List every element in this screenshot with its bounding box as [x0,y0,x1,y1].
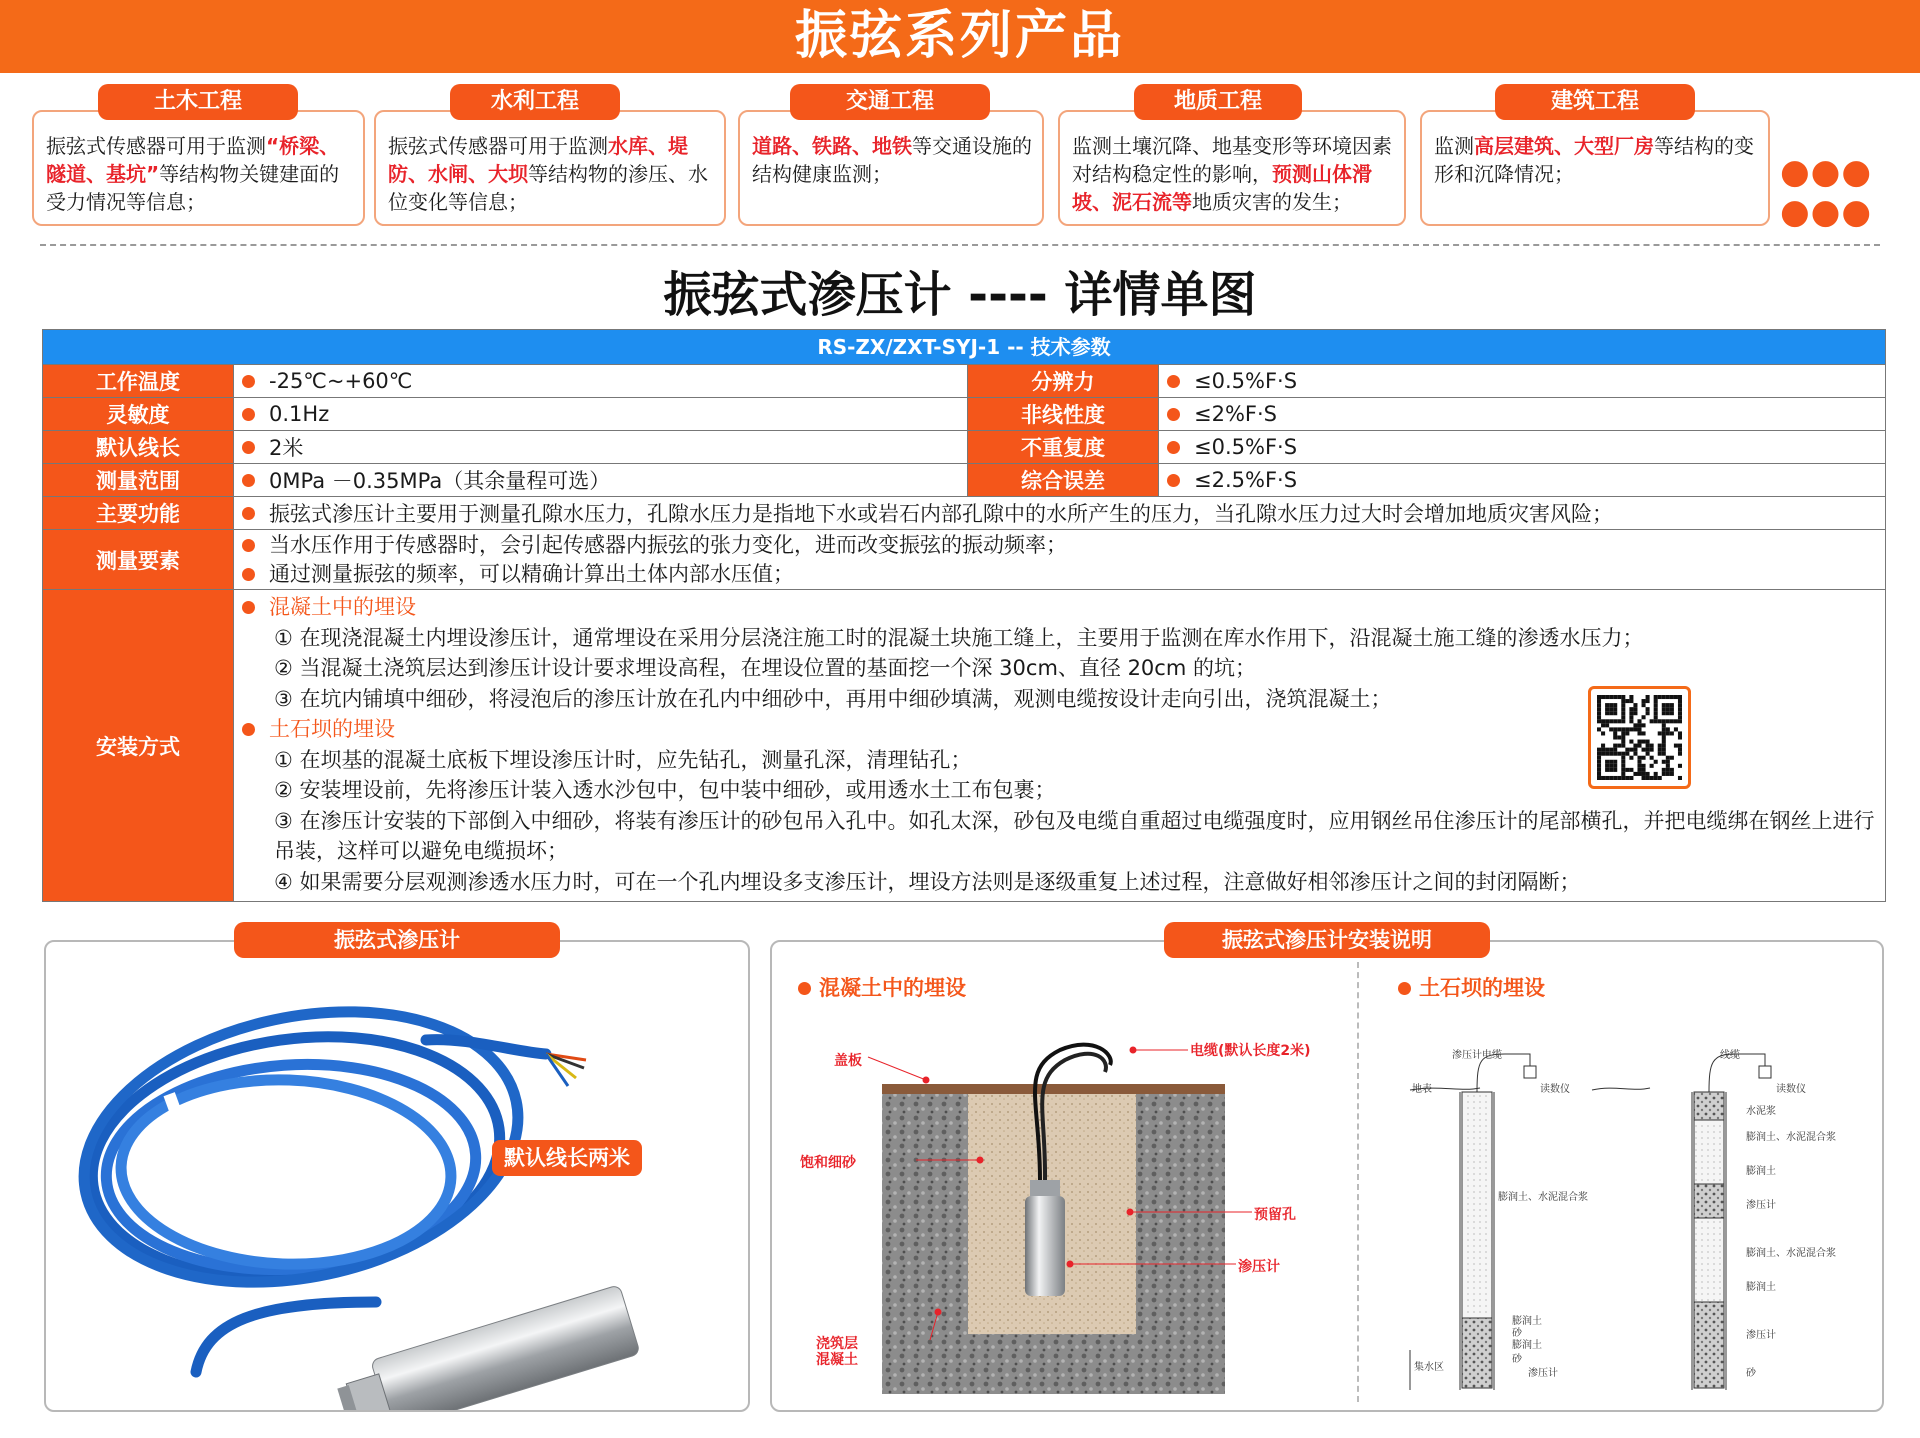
spec-value-text: 2米 [269,436,304,460]
spec-label: 默认线长 [43,431,234,463]
label-hole: 预留孔 [1254,1207,1296,1223]
dam-right-layer: 膨润土 [1746,1282,1776,1293]
body-text: 振弦式传感器可用于监测 [46,134,266,158]
spec-label: 测量要素 [43,530,234,589]
dam-left-sand: 砂 [1512,1354,1522,1365]
spec-label: 灵敏度 [43,398,234,430]
body-text: 监测 [1434,134,1474,158]
dam-right-layer: 渗压计 [1746,1200,1776,1211]
application-tag: 土木工程 [98,84,298,120]
spec-label: 主要功能 [43,497,234,529]
spec-label: 安装方式 [43,590,234,901]
install-panel-tag: 振弦式渗压计安装说明 [1164,922,1490,958]
dam-diagram [1400,1040,1880,1400]
install-step: ④ 如果需要分层观测渗透水压力时，可在一个孔内埋设多支渗压计，埋设方法则是逐级重复上述过程，注意做好相邻渗压计之间的封闭隔断； [274,869,1581,894]
label-cable: 电缆(默认长度2米) [1190,1043,1311,1059]
install-step: ② 当混凝土浇筑层达到渗压计设计要求埋设高程，在埋设位置的基面挖一个深 30cm、直径 20cm 的坑； [274,656,1256,680]
application-tag: 水利工程 [450,84,620,120]
application-tag: 地质工程 [1134,84,1302,120]
bullet-icon [242,539,255,552]
application-card [1058,110,1406,226]
body-text: 地质灾害的发生； [1192,190,1352,214]
spec-label: 非线性度 [968,398,1159,430]
dam-left-reader: 读数仪 [1540,1084,1570,1095]
concrete-leaders [800,1040,1270,1350]
spec-label: 综合误差 [968,464,1159,496]
measure-text: 当水压作用于传感器时，会引起传感器内振弦的张力变化，进而改变振弦的振动频率； [269,532,1067,557]
spec-label: 工作温度 [43,365,234,397]
dam-left-bentonite: 膨润土 [1512,1316,1542,1327]
body-text: 振弦式传感器可用于监测 [388,134,608,158]
dam-right-layer: 膨润土、水泥混合浆 [1746,1132,1836,1143]
dam-right-layer: 膨润土 [1746,1166,1776,1177]
spec-value-text: -25℃~+60℃ [269,369,413,393]
dam-left-bentonite: 膨润土 [1512,1340,1542,1351]
spec-value [234,530,1075,589]
application-card [32,110,365,226]
bullet-icon [1167,375,1180,388]
body-text: 等结构物关键建面的受力情况等信息； [46,162,340,214]
spec-row-measure [43,529,1885,589]
body-text: 等结构的变形和沉降情况； [1434,134,1754,186]
measure-text: 通过测量振弦的频率，可以精确计算出土体内部水压值； [269,561,794,586]
dam-section-title: 土石坝的埋设 [1398,972,1545,1002]
spec-value [234,464,968,496]
install-step: ② 安装埋设前，先将渗压计装入透水沙包中，包中装中细砂，或用透水土工布包裹； [274,778,1056,802]
label-concrete: 浇筑层 混凝土 [816,1336,858,1368]
more-indicator: ●●● ●●● [1780,152,1873,232]
install-step: ① 在现浇混凝土内埋设渗压计，通常埋设在采用分层浇注施工时的混凝土块施工缝上，主要用于监测在库水作用下，沿混凝土施工缝的渗透水压力； [274,625,1644,650]
spec-value-text: 0.1Hz [269,402,330,426]
application-card [738,110,1044,226]
dam-left-sand: 砂 [1512,1328,1522,1339]
spec-label: 测量范围 [43,464,234,496]
application-text [1434,132,1758,188]
spec-value [234,365,968,397]
application-tag: 交通工程 [790,84,990,120]
highlight-text: 水库、堤防、水闸、大坝 [388,134,688,186]
application-text [46,132,353,216]
spec-value [1159,398,1285,430]
highlight-text: 道路、铁路、地铁 [752,134,912,158]
install-subtitle: 土石坝的埋设 [269,717,395,741]
highlight-text: “桥梁、隧道、基坑” [46,134,340,186]
dam-left-surface: 地表 [1412,1084,1432,1095]
bullet-icon [242,507,255,520]
function-text: 振弦式渗压计主要用于测量孔隙水压力，孔隙水压力是指地下水或岩石内部孔隙中的水所产生的压力，当孔隙水压力过大时会增加地质灾害风险； [269,502,1613,526]
dam-left-zone: 集水区 [1414,1362,1444,1373]
spec-value-text: ≤0.5%F·S [1194,435,1298,459]
install-step: ① 在坝基的混凝土底板下埋设渗压计时，应先钻孔，测量孔深，清理钻孔； [274,747,972,772]
spec-row-function [43,496,1885,529]
spec-value [234,398,968,430]
bullet-icon [242,601,255,614]
spec-row [43,364,1885,397]
label-sand: 饱和细砂 [800,1155,856,1171]
bullet-icon [242,568,255,581]
dam-right-layer: 渗压计 [1746,1330,1776,1341]
spec-value [1159,365,1305,397]
dam-right-layer: 水泥浆 [1746,1106,1776,1117]
product-panel [44,940,750,1412]
body-text: 等交通设施的结构健康监测； [752,134,1032,186]
dam-right-cable: 线缆 [1720,1050,1740,1061]
spec-value-text: ≤2%F·S [1194,402,1277,426]
section-divider [40,244,1880,246]
spec-row [43,463,1885,496]
bullet-icon [242,474,255,487]
bullet-icon [242,408,255,421]
application-tag: 建筑工程 [1495,84,1695,120]
spec-value-text: ≤2.5%F·S [1194,468,1298,492]
spec-value-text: ≤0.5%F·S [1194,369,1298,393]
bullet-icon [798,982,811,995]
spec-value [1159,431,1305,463]
bullet-icon [1398,982,1411,995]
application-text [388,132,714,216]
dam-left-sensor: 渗压计 [1528,1368,1558,1379]
product-image [46,942,748,1410]
bullet-icon [242,375,255,388]
application-text [1072,132,1394,216]
bullet-icon [1167,441,1180,454]
qr-code [1588,686,1691,789]
spec-row [43,397,1885,430]
spec-value [234,431,968,463]
bullet-icon [242,441,255,454]
spec-table [42,329,1886,902]
dam-right-reader: 读数仪 [1776,1084,1806,1095]
dam-right-layer: 砂 [1746,1368,1756,1379]
body-text: 监测土壤沉降、地基变形等环境因素对结构稳定性的影响， [1072,134,1392,186]
body-text: 等结构物的渗压、水位变化等信息； [388,162,708,214]
dam-right-layer: 膨润土、水泥混合浆 [1746,1248,1836,1259]
application-card [374,110,726,226]
application-card [1420,110,1770,226]
install-step: ③ 在渗压计安装的下部倒入中细砂，将装有渗压计的砂包吊入孔中。如孔太深，砂包及电缆自重超过电缆强度时，应用钢丝吊住渗压计的尾部横孔，并把电缆绑在钢丝上进行吊装，这样可以避免电缆损坏； [274,808,1875,863]
concrete-section-title: 混凝土中的埋设 [798,972,966,1002]
spec-label: 分辨力 [968,365,1159,397]
bullet-icon [242,723,255,736]
spec-value [1159,464,1305,496]
spec-table-header: RS-ZX/ZXT-SYJ-1 -- 技术参数 [43,330,1885,364]
panel-divider [1357,962,1359,1402]
dam-left-cable: 渗压计电缆 [1452,1050,1502,1061]
product-panel-tag: 振弦式渗压计 [234,922,560,958]
detail-title: 振弦式渗压计 ---- 详情单图 [663,267,1257,323]
bullet-icon [1167,408,1180,421]
install-step: ③ 在坑内铺填中细砂，将浸泡后的渗压计放在孔内中细砂中，再用中细砂填满，观测电缆按设计走向引出，浇筑混凝土； [274,686,1392,711]
highlight-text: 预测山体滑坡、泥石流等 [1072,162,1372,214]
label-cover: 盖板 [834,1053,862,1069]
spec-label: 不重复度 [968,431,1159,463]
application-text [752,132,1032,188]
install-subtitle: 混凝土中的埋设 [269,595,416,619]
bullet-icon [1167,474,1180,487]
dam-left-grout: 膨润土、水泥混合浆 [1498,1192,1588,1203]
spec-row [43,430,1885,463]
page-header: 振弦系列产品 [0,0,1920,73]
highlight-text: 高层建筑、大型厂房 [1474,134,1654,158]
spec-value-text: 0MPa －0.35MPa（其余量程可选） [269,469,611,493]
cable-length-label: 默认线长两米 [492,1140,642,1176]
label-sensor: 渗压计 [1238,1259,1280,1275]
spec-value [234,497,1621,529]
